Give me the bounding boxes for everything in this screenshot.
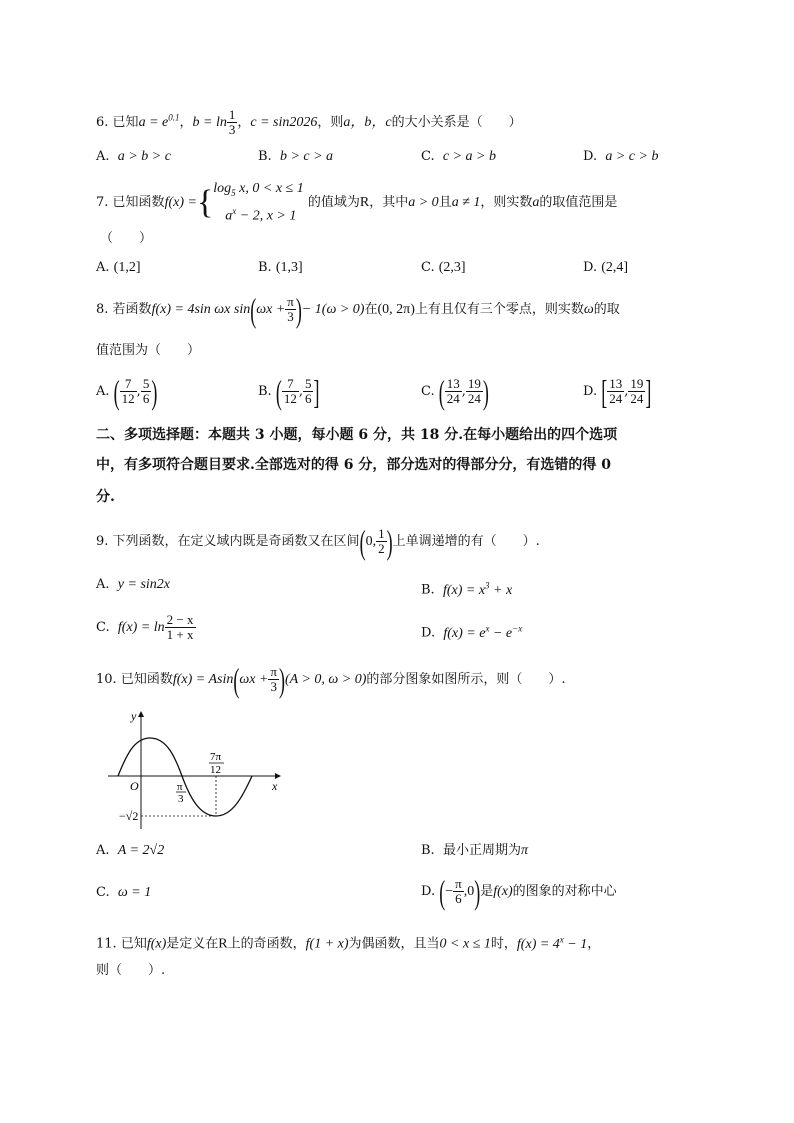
q7-option-d[interactable]: D. (2,4] xyxy=(583,260,629,275)
q7-brace: { xyxy=(196,183,214,221)
q8-number: 8. xyxy=(96,302,109,317)
q9-option-a[interactable]: A. y = sin2x xyxy=(96,577,171,592)
q8-option-b[interactable]: B. ( $\frac{7}{12}$ , $\frac{5}{6}$ ] xyxy=(258,372,320,411)
section2-heading-line2: 中，有多项符合题目要求.全部选对的得 6 分，部分选对的得部分分，有选错的得 0 xyxy=(96,457,611,473)
q9-option-c[interactable]: C. f(x) = ln $\frac{2 - x}{1 + x}$ xyxy=(96,612,194,642)
q8-option-a[interactable]: A. ( $\frac{7}{12}$ , $\frac{5}{6}$ ) xyxy=(96,372,158,411)
q8-stem-line2: 值范围为（ ） xyxy=(96,343,201,358)
q9-stem: 9. 下列函数，在定义域内既是奇函数又在区间(0, $\frac{1}{2}$ )上单调递增的有（ ）. xyxy=(96,522,540,561)
q7-answer-paren: （ ） xyxy=(100,231,153,246)
q8-option-c[interactable]: C. ( $\frac{13}{24}$ , $\frac{19}{24}$ ) xyxy=(421,372,489,411)
q6-option-c[interactable]: C. c > a > b xyxy=(421,149,496,164)
q10-option-c[interactable]: C. ω = 1 xyxy=(96,885,152,900)
tick-7pi-12-num: 7π xyxy=(210,751,222,763)
q10-number: 10. xyxy=(96,672,117,687)
origin-label: O xyxy=(130,779,139,793)
ymin-label: −√2 xyxy=(119,809,139,823)
q6-option-d[interactable]: D. a > c > b xyxy=(583,149,659,164)
q7-stem: 7. 已知函数f(x) ={ $\log_5 x$, 0 < x ≤ 1 $a^x - 2$, x > 1 的值域为R，其中a > 0且a ≠ 1，则实数a的取值范围是 xyxy=(96,181,618,224)
q11-stem-line2: 则（ ）. xyxy=(96,963,166,978)
q11-number: 11. xyxy=(96,936,117,952)
section2-heading-line1: 二、多项选择题：本题共 3 小题，每小题 6 分，共 18 分.在每小题给出的四个选项 xyxy=(96,427,618,443)
tick-pi-3-den: 3 xyxy=(178,793,184,805)
q10-option-a[interactable]: A. A = 2√2 xyxy=(96,843,165,858)
q10-option-d[interactable]: D. (− $\frac{\pi}{6}$ ,0)是f(x)的图象的对称中心 xyxy=(421,872,617,911)
x-axis-label: x xyxy=(272,779,278,793)
q7-number: 7. xyxy=(96,195,109,211)
q10-graph xyxy=(104,704,294,834)
q11-stem: 11. 已知f(x)是定义在R上的奇函数，f(1 + x)为偶函数，且当0 < x ≤ 1时，$f(x) = 4^x - 1$， xyxy=(96,934,601,952)
q9-option-d[interactable]: D. $f(x) = e^x - e^{-x}$ xyxy=(421,623,523,641)
q6-option-a[interactable]: A. a > b > c xyxy=(96,149,171,164)
q10-option-b[interactable]: B. 最小正周期为π xyxy=(421,843,528,858)
tick-pi-3-num: π xyxy=(177,781,183,793)
q6-b-fraction: $\frac{1}{3}$ xyxy=(228,107,236,137)
section2-heading-line3: 分. xyxy=(96,489,115,505)
q7-option-c[interactable]: C. (2,3] xyxy=(421,260,466,275)
tick-7pi-12-den: 12 xyxy=(210,764,221,776)
q9-number: 9. xyxy=(96,534,109,549)
q7-option-b[interactable]: B. (1,3] xyxy=(258,260,303,275)
y-axis-label: y xyxy=(131,709,137,723)
q8-option-d[interactable]: D. [ $\frac{13}{24}$ , $\frac{19}{24}$ ] xyxy=(583,372,652,411)
q9-option-b[interactable]: B. $f(x) = x^3 + x$ xyxy=(421,580,513,598)
q6-stem: 6. 已知$a = e^{0.1}$，b = ln $\frac{1}{3}$ ，c = sin2026，则a，b，c的大小关系是（ ） xyxy=(96,107,522,137)
sine-curve xyxy=(118,738,252,816)
q6-number: 6. xyxy=(96,115,109,130)
q7-piecewise: $\log_5 x$, 0 < x ≤ 1 $a^x - 2$, x > 1 xyxy=(213,181,304,224)
q7-option-a[interactable]: A. (1,2] xyxy=(96,260,141,275)
q6-option-b[interactable]: B. b > c > a xyxy=(258,149,334,164)
q8-stem: 8. 若函数f(x) = 4sin ωx sin(ωx + $\frac{\pi}{3}$ )− 1(ω > 0)在(0, 2π)上有且仅有三个零点，则实数ω的取 xyxy=(96,290,620,329)
q10-stem: 10. 已知函数f(x) = Asin(ωx + $\frac{\pi}{3}$ )(A > 0, ω > 0)的部分图象如图所示，则（ ）. xyxy=(96,660,566,699)
